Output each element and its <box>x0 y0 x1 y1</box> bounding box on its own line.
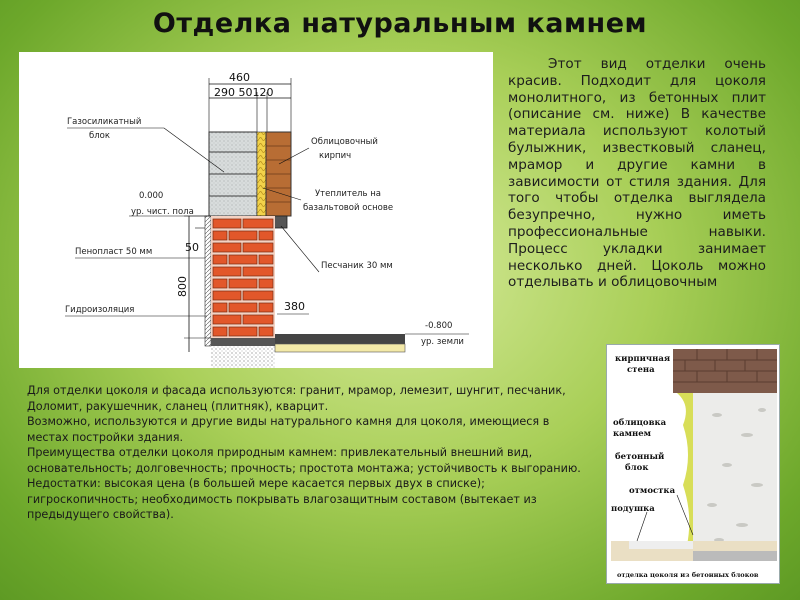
brick-plinth <box>211 216 275 346</box>
label-gas-block <box>67 117 224 172</box>
materials-text <box>27 383 592 523</box>
svg-text:Утеплитель на: Утеплитель на <box>315 189 381 199</box>
label-waterproofing <box>65 305 207 316</box>
materials-line-2: Доломит, ракушечник, сланец (плитняк), кварцит. <box>27 399 329 413</box>
svg-text:0.000: 0.000 <box>139 191 164 201</box>
svg-text:Пенопласт 50 мм: Пенопласт 50 мм <box>75 247 153 257</box>
dim-parts: 290 50120 <box>214 86 274 99</box>
svg-text:стена: стена <box>627 365 655 375</box>
dim-total: 460 <box>229 71 250 84</box>
svg-text:блок: блок <box>89 131 111 141</box>
svg-text:ур. земли: ур. земли <box>421 337 464 347</box>
plinth-illustration <box>606 344 780 584</box>
description-text: Этот вид отделки очень красив. Подходит для цоколя монолитного, из бетонных плит (описание см. ниже) В качестве материала используют колотый булыжник, известковый сланец, мрамор и другие камни в зависимости от стиля здания. Для того чтобы отделка выглядела безупречно, нужно иметь профессиональные навыки. Процесс укладки занимает несколько дней. Цоколь можно отделывать и облицовочным <box>508 56 766 291</box>
svg-text:Газосиликатный: Газосиликатный <box>67 117 142 127</box>
label-stone-cladding: облицовка <box>613 418 667 428</box>
svg-text:Песчаник 30 мм: Песчаник 30 мм <box>321 261 393 271</box>
label-facing-brick <box>279 137 378 164</box>
svg-text:базальтовой основе: базальтовой основе <box>303 203 394 213</box>
svg-text:ур. чист. пола: ур. чист. пола <box>131 207 194 217</box>
waterproofing-layer <box>275 334 405 344</box>
ground-pad <box>275 344 405 352</box>
level-ground-mark <box>405 321 469 347</box>
materials-line-1: Для отделки цоколя и фасада используются: гранит, мрамор, лемезит, шунгит, песчаник, <box>27 384 566 397</box>
svg-text:блок: блок <box>625 463 649 473</box>
level-zero-mark <box>129 191 209 217</box>
page-title: Отделка натуральным камнем <box>152 8 648 39</box>
foam-layer <box>205 216 211 346</box>
materials-line-3: Возможно, используются и другие виды натурального камня для цоколя, имеющиеся в местах постройки здания. <box>27 415 550 444</box>
facing-brick-column <box>266 132 291 216</box>
disadvantages-line: Недостатки: высокая цена (в большей мере касается первых двух в списке); гигроскопичность; необходимость покрывать влагозащитным составом (вытекает из предыдущего свойства). <box>27 477 537 521</box>
svg-text:Облицовочный: Облицовочный <box>311 137 378 147</box>
svg-text:кирпич: кирпич <box>319 151 352 161</box>
advantages-line: Преимущества отделки цоколя природным камнем: привлекательный внешний вид, основательность; долговечность; прочность; простота монтажа; устойчивость к выгоранию. <box>27 446 581 475</box>
svg-text:камнем: камнем <box>613 429 652 439</box>
gas-silicate-wall <box>209 132 257 216</box>
label-brick-wall: кирпичная <box>615 354 671 364</box>
plinth-section-drawing <box>19 52 493 368</box>
label-sandstone <box>281 226 393 272</box>
dim-50: 50 <box>185 241 199 254</box>
illustration-caption: отделка цоколя из бетонных блоков <box>617 571 759 579</box>
dim-800: 800 <box>176 276 189 297</box>
label-blind-area: отмостка <box>629 486 676 496</box>
svg-text:-0.800: -0.800 <box>425 321 453 331</box>
stone-cladding-image <box>677 393 693 551</box>
label-concrete-block: бетонный <box>615 452 665 462</box>
foundation <box>211 346 275 368</box>
dim-380: 380 <box>284 300 305 313</box>
svg-text:Гидроизоляция: Гидроизоляция <box>65 305 135 315</box>
insulation-layer <box>257 132 266 216</box>
label-pad: подушка <box>611 504 655 514</box>
concrete-block-image <box>693 393 777 553</box>
